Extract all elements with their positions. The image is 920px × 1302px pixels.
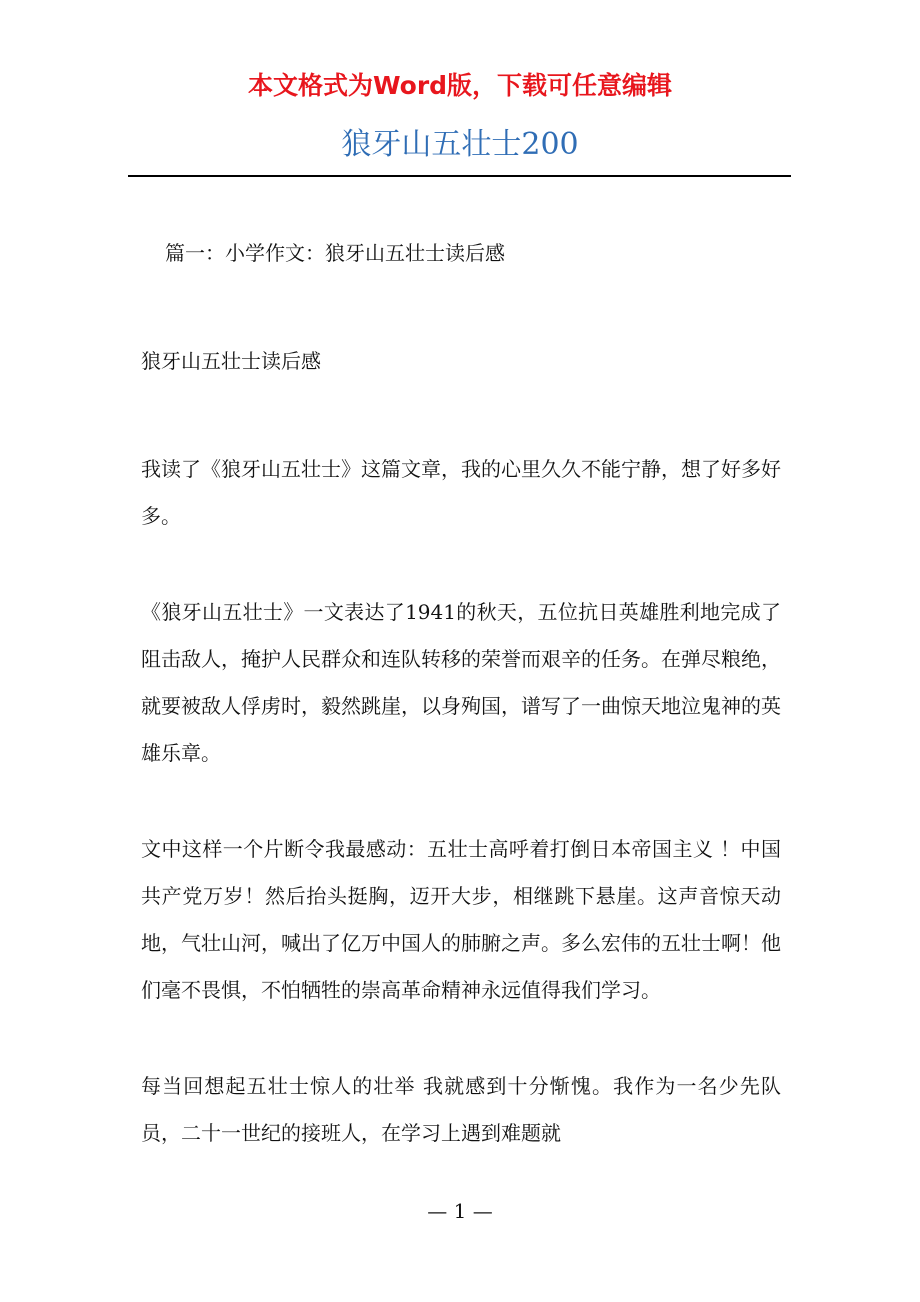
- body-paragraph-4: 每当回想起五壮士惊人的壮举 我就感到十分惭愧。我作为一名少先队员，二十一世纪的接班人，在学习上遇到难题就: [141, 1074, 781, 1145]
- format-banner: 本文格式为Word版，下载可任意编辑: [247, 71, 673, 100]
- paragraph-spacer: [141, 540, 781, 589]
- paragraph-spacer: [141, 385, 781, 446]
- document-title: 狼牙山五壮士200: [341, 127, 579, 162]
- essay-subheading: 狼牙山五壮士读后感: [141, 349, 321, 373]
- title-divider: [128, 175, 791, 177]
- paragraph-spacer: [141, 277, 781, 338]
- paragraph-spacer: [141, 777, 781, 826]
- body-paragraph-1: 我读了《狼牙山五壮士》这篇文章，我的心里久久不能宁静，想了好多好多。: [141, 457, 781, 528]
- paragraph-spacer: [141, 1014, 781, 1063]
- body-paragraph-2: 《狼牙山五壮士》一文表达了1941的秋天，五位抗日英雄胜利地完成了阻击敌人，掩护人民群众和连队转移的荣誉而艰辛的任务。在弹尽粮绝，就要被敌人俘虏时，毅然跳崖，以身殉国，谱写了一曲惊天地泣鬼神的英雄乐章。: [141, 600, 781, 765]
- section-heading: 篇一：小学作文：狼牙山五壮士读后感: [165, 241, 505, 265]
- body-paragraph-3: 文中这样一个片断令我最感动：五壮士高呼着打倒日本帝国主义 ！中国共产党万岁！然后抬头挺胸，迈开大步，相继跳下悬崖。这声音惊天动地，气壮山河，喊出了亿万中国人的肺腑之声。多么宏伟的五壮士啊！他们毫不畏惧，不怕牺牲的崇高革命精神永远值得我们学习。: [141, 837, 781, 1002]
- document-body: [141, 230, 781, 1157]
- page-number: — 1 —: [427, 1199, 493, 1223]
